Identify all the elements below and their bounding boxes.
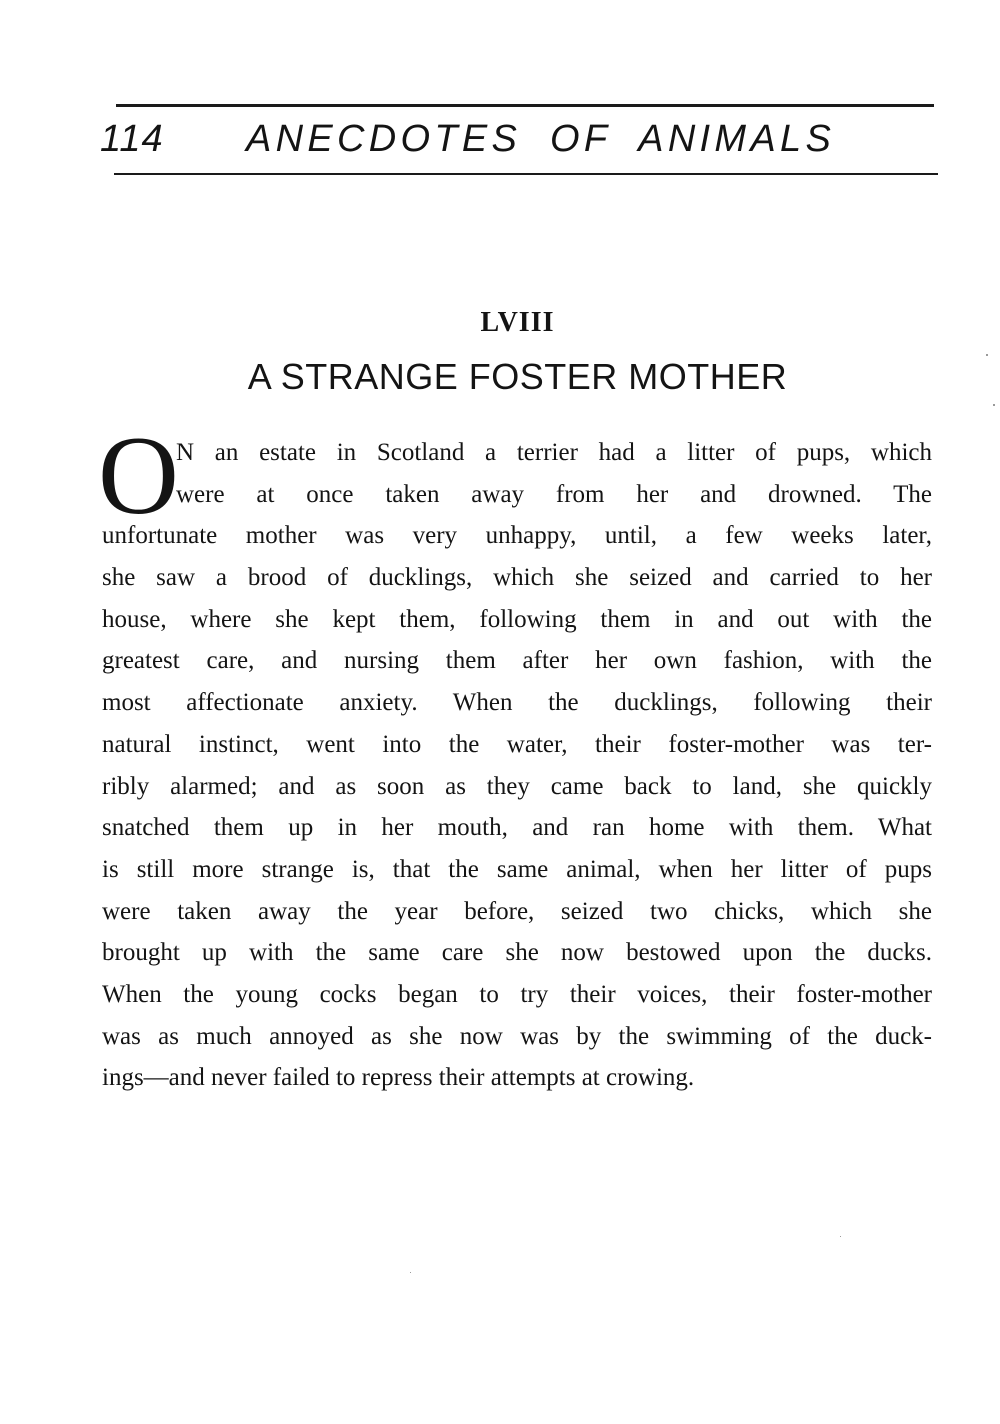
scan-speck [410, 1272, 411, 1273]
text-line: ings—and never failed to repress their attempts at crowing. [102, 1064, 695, 1092]
header-top-rule [116, 104, 934, 107]
running-title: ANECDOTES OF ANIMALS [246, 118, 836, 160]
text-line: ribly alarmed; and as soon as they came back to land, she quickly [102, 772, 932, 800]
text-line: is still more strange is, that the same animal, when her litter of pups [102, 855, 932, 883]
text-line: snatched them up in her mouth, and ran home with them. What [102, 814, 932, 842]
drop-cap: O [98, 414, 179, 538]
body-paragraph [102, 432, 932, 1099]
text-line: were taken away the year before, seized two chicks, which she [102, 897, 932, 925]
scan-speck [840, 1236, 841, 1237]
header-bottom-rule [114, 173, 938, 175]
scan-speck [986, 354, 988, 356]
scan-speck [993, 404, 995, 406]
text-line: most affectionate anxiety. When the ducklings, following their [102, 689, 932, 717]
text-line: house, where she kept them, following them in and out with the [102, 605, 932, 633]
text-line: greatest care, and nursing them after her own fashion, with the [102, 647, 932, 675]
text-line: brought up with the same care she now bestowed upon the ducks. [102, 939, 932, 967]
chapter-number: LVIII [480, 307, 555, 338]
page-number: 114 [100, 118, 164, 160]
text-line: was as much annoyed as she now was by the swimming of the duck- [102, 1022, 932, 1050]
text-line: natural instinct, went into the water, their foster-mother was ter- [102, 730, 932, 758]
chapter-title: A STRANGE FOSTER MOTHER [247, 356, 788, 397]
text-line: unfortunate mother was very unhappy, until, a few weeks later, [102, 522, 932, 550]
text-line: she saw a brood of ducklings, which she seized and carried to her [102, 564, 932, 592]
text-line: When the young cocks began to try their voices, their foster-mother [102, 980, 932, 1008]
text-line: N an estate in Scotland a terrier had a litter of pups, which [176, 439, 932, 466]
text-line: were at once taken away from her and drowned. The [176, 480, 932, 508]
